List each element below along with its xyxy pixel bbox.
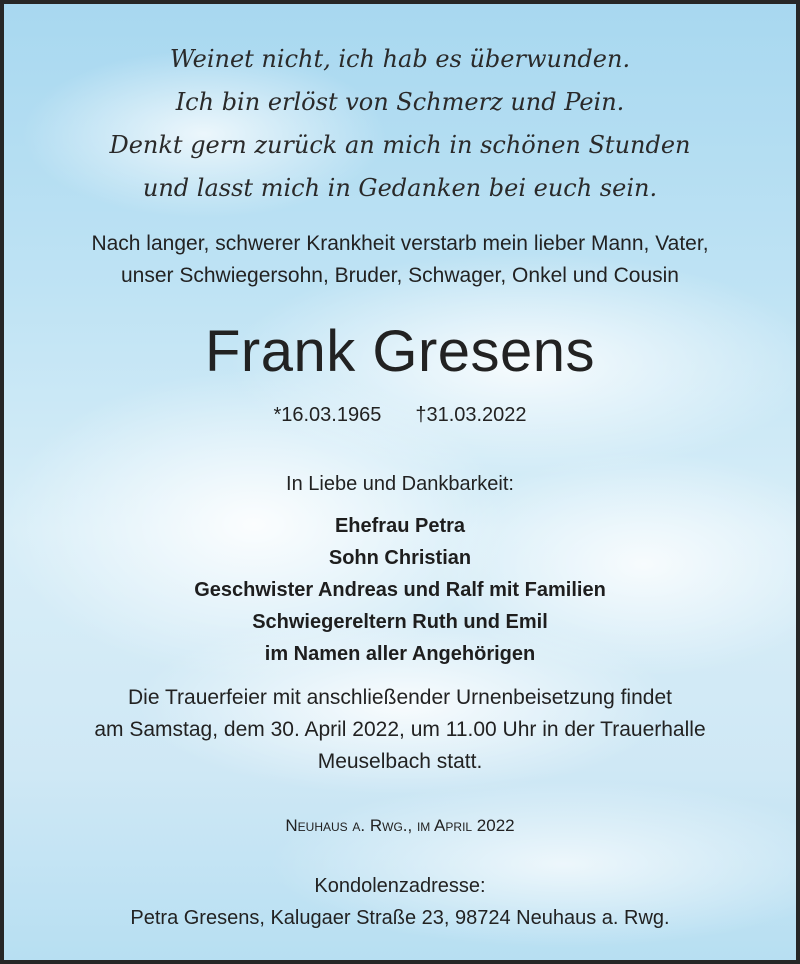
funeral-line: am Samstag, dem 30. April 2022, um 11.00 Uhr in der Trauerhalle: [94, 718, 706, 741]
death-announcement: [4, 228, 796, 292]
mourner-line: im Namen aller Angehörigen: [264, 643, 536, 665]
poem-line: Ich bin erlöst von Schmerz und Pein.: [175, 88, 625, 116]
poem-line: Weinet nicht, ich hab es überwunden.: [169, 45, 631, 73]
address-label: Kondolenzadresse:: [314, 875, 486, 897]
death-date: †31.03.2022: [415, 404, 527, 426]
announcement-line: Nach langer, schwerer Krankheit verstarb mein lieber Mann, Vater,: [91, 232, 709, 255]
life-dates: [4, 400, 796, 430]
funeral-line: Meuselbach statt.: [317, 750, 483, 773]
deceased-name: Frank Gresens: [204, 319, 596, 384]
mourner-line: Sohn Christian: [328, 547, 472, 569]
memorial-poem: [4, 38, 796, 210]
funeral-line: Die Trauerfeier mit anschließender Urnenbeisetzung findet: [128, 686, 672, 709]
condolence-address: [4, 870, 796, 934]
mourner-line: Schwiegereltern Ruth und Emil: [252, 611, 548, 633]
thanks-heading: In Liebe und Dankbarkeit:: [286, 473, 514, 495]
address-line: Petra Gresens, Kalugaer Straße 23, 98724 Neuhaus a. Rwg.: [130, 907, 670, 929]
mourner-line: Ehefrau Petra: [334, 515, 466, 537]
poem-line: Denkt gern zurück an mich in schönen Stunden: [109, 131, 691, 159]
mourner-line: Geschwister Andreas und Ralf mit Familien: [194, 579, 606, 601]
poem-line: und lasst mich in Gedanken bei euch sein.: [142, 174, 658, 202]
birth-date: *16.03.1965: [273, 404, 382, 426]
funeral-details: [4, 682, 796, 778]
mourners-list: [4, 510, 796, 670]
place-and-date: Neuhaus a. Rwg., im April 2022: [285, 816, 515, 835]
announcement-line: unser Schwiegersohn, Bruder, Schwager, Onkel und Cousin: [121, 264, 679, 287]
